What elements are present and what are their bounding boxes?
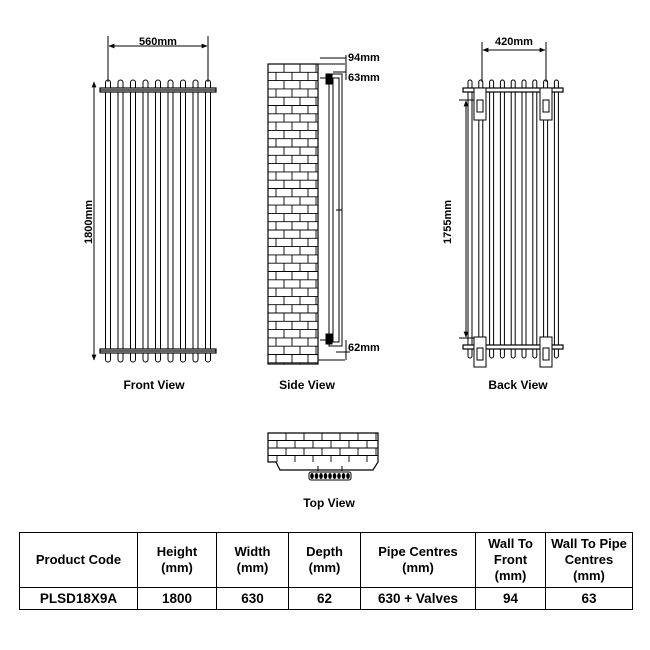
back-width-dimension [482, 42, 546, 82]
front-height-dimension-label: 1800mm [83, 199, 95, 245]
cell-pipe-centres: 630 + Valves [361, 588, 476, 610]
front-view-tube [168, 80, 173, 362]
spec-table-header-row [20, 533, 633, 588]
front-view-tube [131, 80, 136, 362]
back-view-tube [533, 80, 537, 358]
spec-table [19, 532, 633, 610]
header-height: Height (mm) [138, 533, 217, 588]
side-dimensions [320, 55, 350, 360]
front-view-label: Front View [123, 378, 185, 392]
top-view-tubes [310, 473, 350, 479]
back-view-tube [490, 80, 494, 358]
back-view-tube [511, 80, 515, 358]
front-view [83, 36, 216, 392]
side-view-label: Side View [279, 378, 335, 392]
side-wall-to-pipe-bottom-label: 62mm [348, 342, 380, 354]
back-view-label: Back View [488, 378, 548, 392]
top-view-tube [337, 473, 341, 479]
front-view-tube [106, 80, 111, 362]
side-wall-to-pipe-top-label: 63mm [348, 72, 380, 84]
side-view-radiator [318, 64, 345, 360]
header-product-code: Product Code [20, 533, 138, 588]
front-view-tube [143, 80, 148, 362]
back-view [442, 36, 563, 392]
top-view-tube [319, 473, 323, 479]
top-view [268, 433, 378, 510]
top-view-tube [342, 473, 346, 479]
top-view-tube [324, 473, 328, 479]
header-width: Width (mm) [217, 533, 289, 588]
side-view-wall [268, 64, 318, 364]
top-view-tube [310, 473, 314, 479]
front-view-tube [118, 80, 123, 362]
back-height-dimension-label: 1755mm [442, 199, 454, 245]
back-view-brackets [474, 88, 552, 367]
side-view [268, 52, 380, 392]
back-view-tube [468, 80, 472, 358]
header-pipe-centres: Pipe Centres (mm) [361, 533, 476, 588]
header-depth: Depth (mm) [289, 533, 361, 588]
top-view-tube [315, 473, 319, 479]
top-view-wall [268, 433, 378, 470]
top-view-tube [333, 473, 337, 479]
back-view-columns [468, 80, 558, 358]
top-view-label: Top View [303, 496, 355, 510]
cell-width: 630 [217, 588, 289, 610]
cell-wall-to-front: 94 [476, 588, 546, 610]
back-width-dimension-label: 420mm [495, 36, 533, 48]
spec-table-row [20, 588, 633, 610]
front-width-dimension-label: 560mm [139, 36, 177, 48]
header-wall-to-pipe-centres: Wall To Pipe Centres (mm) [546, 533, 633, 588]
header-wall-to-front: Wall To Front (mm) [476, 533, 546, 588]
cell-product-code: PLSD18X9A [20, 588, 138, 610]
cell-depth: 62 [289, 588, 361, 610]
front-view-tube [156, 80, 161, 362]
back-view-tube [554, 80, 558, 358]
front-view-columns [106, 80, 211, 362]
front-view-tube [193, 80, 198, 362]
front-view-tube [206, 80, 211, 362]
cell-height: 1800 [138, 588, 217, 610]
back-view-tube [544, 80, 548, 358]
side-wall-to-front-label: 94mm [348, 52, 380, 64]
back-view-tube [500, 80, 504, 358]
back-view-tube [522, 80, 526, 358]
front-view-manifolds [100, 88, 216, 353]
back-view-tube [479, 80, 483, 358]
top-view-tube [346, 473, 350, 479]
cell-wall-to-pipe-centres: 63 [546, 588, 633, 610]
front-view-tube [181, 80, 186, 362]
top-view-tube [328, 473, 332, 479]
